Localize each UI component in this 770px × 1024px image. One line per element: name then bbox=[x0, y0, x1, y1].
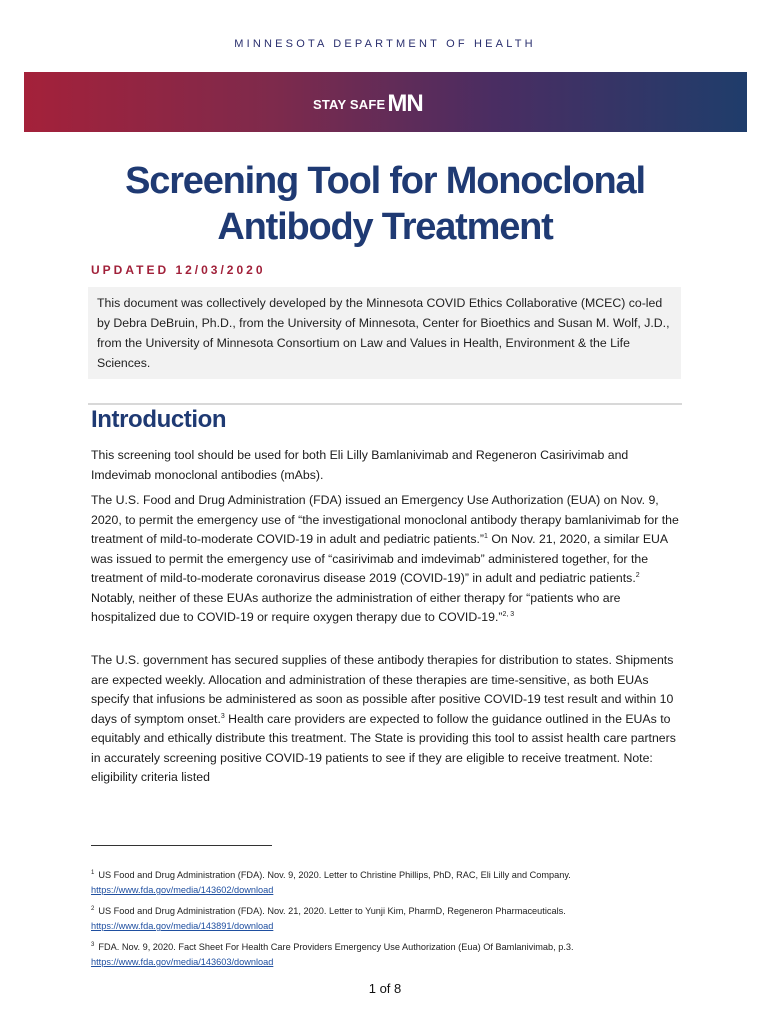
footnote-text: US Food and Drug Administration (FDA). Nov. 9, 2020. Letter to Christine Phillips, PhD, RAC, Eli Lilly and Company. bbox=[98, 870, 571, 880]
footnote-number: 1 bbox=[91, 869, 95, 876]
footnote-text: US Food and Drug Administration (FDA). Nov. 21, 2020. Letter to Yunji Kim, PharmD, Regeneron Pharmaceuticals. bbox=[98, 906, 566, 916]
footnote-text: FDA. Nov. 9, 2020. Fact Sheet For Health Care Providers Emergency Use Authorization (Eua) Of Bamlanivimab, p.3. bbox=[98, 942, 574, 952]
department-name: MINNESOTA DEPARTMENT OF HEALTH bbox=[234, 38, 536, 50]
footnote-link[interactable]: https://www.fda.gov/media/143602/download bbox=[91, 885, 274, 895]
page-title bbox=[0, 158, 770, 250]
page-number: 1 of 8 bbox=[368, 981, 402, 996]
footnote-link[interactable]: https://www.fda.gov/media/143603/download bbox=[91, 957, 274, 967]
footnote-ref-1[interactable]: 1 bbox=[484, 532, 488, 540]
stay-safe-mn-logo bbox=[313, 92, 423, 116]
logo-mn-mark: MN bbox=[387, 90, 423, 117]
logo-text: STAY SAFE bbox=[313, 96, 386, 112]
intro-paragraph-1: This screening tool should be used for both Eli Lilly Bamlanivimab and Regeneron Casirivimab and Imdevimab monoclonal antibodies (mAbs). bbox=[91, 448, 629, 482]
footnote-ref-2-3[interactable]: 2, 3 bbox=[502, 610, 515, 618]
footnote-rule bbox=[91, 845, 272, 846]
footnote-number: 2 bbox=[91, 905, 95, 912]
footnote-1 bbox=[91, 868, 691, 898]
updated-date: UPDATED 12/03/2020 bbox=[91, 263, 266, 277]
footnote-3 bbox=[91, 940, 691, 970]
title-line-1: Screening Tool for Monoclonal bbox=[125, 160, 645, 202]
credit-text: This document was collectively developed by the Minnesota COVID Ethics Collaborative (MCEC) co-led by Debra DeBruin, Ph.D., from the University of Minnesota, Center for Bioethics and Susan M. Wolf, J.D., from the University of Minnesota Consortium on Law and Values in Health, Environment & the Life Sciences. bbox=[97, 296, 670, 370]
footnote-2 bbox=[91, 904, 691, 934]
footnote-ref-2[interactable]: 2 bbox=[635, 571, 640, 579]
title-line-2: Antibody Treatment bbox=[217, 206, 553, 248]
footnote-number: 3 bbox=[91, 941, 95, 948]
intro-paragraph-3: The U.S. government has secured supplies of these antibody therapies for distribution to states. Shipments are expected weekly. Allocation and administration of these therapies are time-sensitive, as both EUAs specify that infusions be administered as soon as possible after positive COVID-19 test result and within 10 days of symptom onset.$^3$ Health care providers are expected to follow the guidance outlined in the EUAs to equitably and ethically distribute this treatment. The State is providing this tool to assist health care partners in accurately screening positive COVID-19 patients to see if they are eligible to receive treatment. Note: eligibility criteria listed bbox=[91, 653, 676, 784]
section-divider bbox=[88, 403, 682, 405]
footnote-ref-3[interactable]: 3 bbox=[220, 712, 225, 720]
intro-paragraph-2: The U.S. Food and Drug Administration (FDA) issued an Emergency Use Authorization (EUA) on Nov. 9, 2020, to permit the emergency use of “the investigational monoclonal antibody therapy bamlanivimab for the treatment of mild-to-moderate COVID-19 in adult and pediatric patients.”$^1$ On Nov. 21, 2020, a similar EUA was issued to permit the emergency use of “casirivimab and imdevimab” administered together, for the treatment of mild-to-moderate coronavirus disease 2019 (COVID-19)” in adult and pediatric patients.$^2$ Notably, neither of these EUAs authorize the administration of either therapy for “patients who are hospitalized due to COVID-19 or require oxygen therapy due to COVID-19.”$^{2, 3}$ bbox=[91, 493, 679, 624]
introduction-heading: Introduction bbox=[91, 406, 227, 433]
footnote-link[interactable]: https://www.fda.gov/media/143891/download bbox=[91, 921, 274, 931]
